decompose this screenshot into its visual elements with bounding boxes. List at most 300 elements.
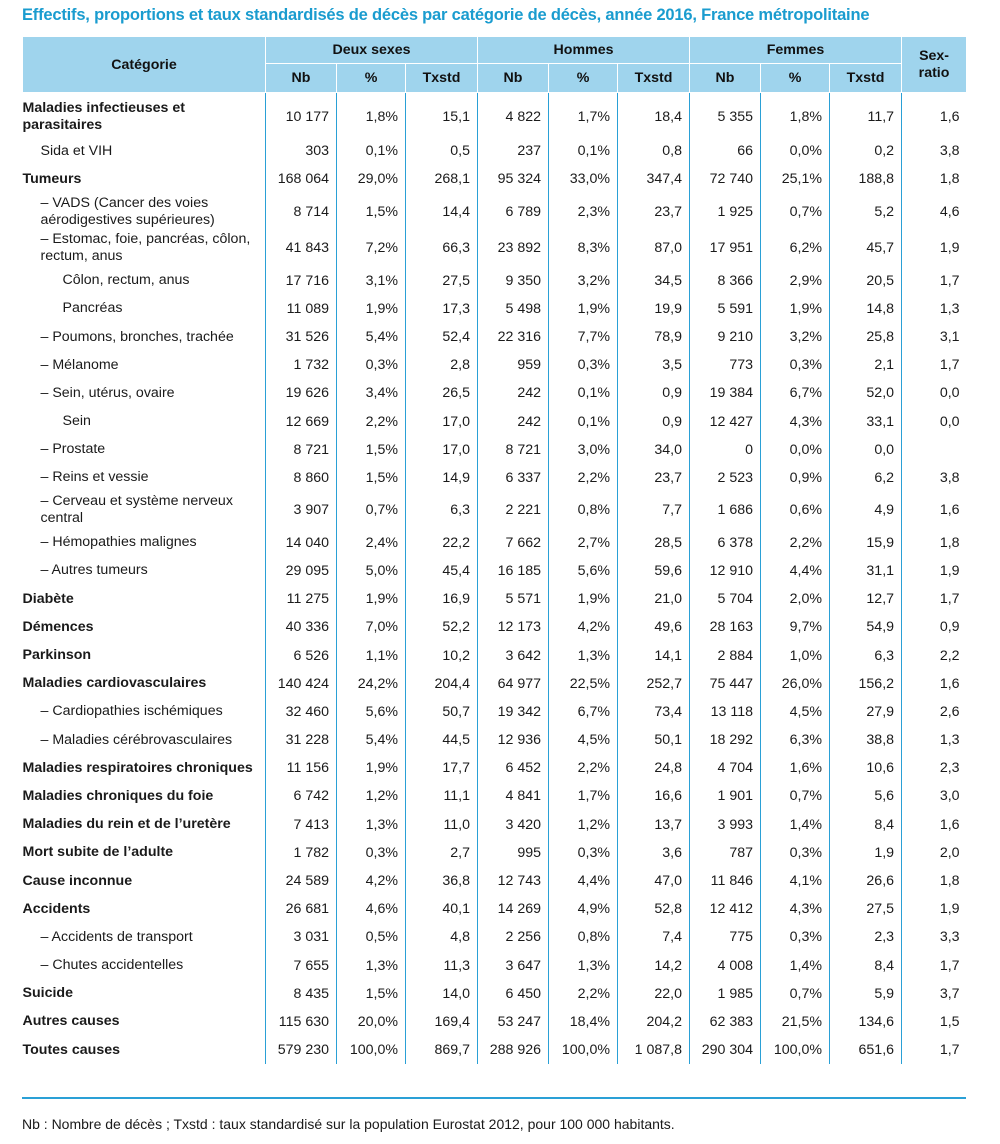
row-category-cell	[23, 585, 266, 613]
cell-both-txstd: 4,8	[406, 923, 478, 951]
header-txstd: Txstd	[406, 64, 478, 93]
cell-both-pct: 2,4%	[337, 529, 406, 557]
table-row	[23, 295, 967, 323]
cell-both-txstd: 17,3	[406, 295, 478, 323]
table-row	[23, 351, 967, 379]
cell-men-nb: 995	[478, 839, 549, 867]
row-category-cell	[23, 1036, 266, 1064]
cell-women-pct: 0,7%	[761, 782, 830, 810]
cell-both-pct: 1,3%	[337, 811, 406, 839]
cell-both-nb: 115 630	[266, 1008, 337, 1036]
row-category-cell	[23, 923, 266, 951]
cell-women-pct: 0,0%	[761, 137, 830, 165]
cell-women-nb: 5 591	[690, 295, 761, 323]
cell-sex-ratio: 2,3	[902, 754, 967, 782]
cell-women-pct: 2,9%	[761, 267, 830, 295]
cell-women-nb: 62 383	[690, 1008, 761, 1036]
cell-both-nb: 579 230	[266, 1036, 337, 1064]
header-pct: %	[761, 64, 830, 93]
cell-both-pct: 5,4%	[337, 726, 406, 754]
table-row	[23, 379, 967, 407]
header-sex-ratio: Sex-ratio	[902, 37, 967, 93]
cell-women-nb: 9 210	[690, 323, 761, 351]
cell-women-pct: 2,0%	[761, 585, 830, 613]
row-category-label: Parkinson	[22, 647, 92, 663]
cell-sex-ratio: 2,0	[902, 839, 967, 867]
cell-men-pct: 0,8%	[549, 492, 618, 529]
cell-both-txstd: 869,7	[406, 1036, 478, 1064]
cell-both-nb: 303	[266, 137, 337, 165]
cell-both-pct: 7,2%	[337, 230, 406, 267]
cell-men-nb: 8 721	[478, 436, 549, 464]
cell-men-pct: 33,0%	[549, 165, 618, 193]
cell-sex-ratio: 1,9	[902, 557, 967, 585]
cell-women-nb: 2 884	[690, 641, 761, 669]
row-category-label: – Hémopathies malignes	[40, 534, 197, 551]
row-category-label: – Sein, utérus, ovaire	[40, 384, 175, 401]
cell-men-txstd: 73,4	[618, 698, 690, 726]
cell-men-pct: 100,0%	[549, 1036, 618, 1064]
cell-both-pct: 1,5%	[337, 436, 406, 464]
row-category-cell	[23, 698, 266, 726]
cell-men-txstd: 13,7	[618, 811, 690, 839]
row-category-cell	[23, 839, 266, 867]
cell-men-nb: 2 221	[478, 492, 549, 529]
row-category-label: Sein	[62, 413, 91, 430]
cell-both-txstd: 10,2	[406, 641, 478, 669]
row-category-label: – Reins et vessie	[40, 469, 149, 486]
cell-both-nb: 1 732	[266, 351, 337, 379]
cell-men-txstd: 50,1	[618, 726, 690, 754]
cell-both-nb: 11 089	[266, 295, 337, 323]
cell-men-nb: 959	[478, 351, 549, 379]
cell-men-nb: 2 256	[478, 923, 549, 951]
cell-both-nb: 14 040	[266, 529, 337, 557]
cell-both-nb: 6 742	[266, 782, 337, 810]
cell-sex-ratio: 1,8	[902, 867, 967, 895]
row-category-label: Maladies chroniques du foie	[22, 787, 214, 804]
cell-women-txstd: 27,9	[830, 698, 902, 726]
cell-both-pct: 20,0%	[337, 1008, 406, 1036]
cell-men-pct: 1,7%	[549, 93, 618, 138]
row-category-label: Cause inconnue	[22, 872, 133, 889]
cell-both-txstd: 66,3	[406, 230, 478, 267]
cell-sex-ratio: 1,6	[902, 492, 967, 529]
row-category-label: – Cerveau et système nerveux central	[40, 493, 233, 527]
row-category-cell	[23, 464, 266, 492]
cell-women-pct: 26,0%	[761, 670, 830, 698]
cell-both-txstd: 52,4	[406, 323, 478, 351]
cell-women-txstd: 156,2	[830, 670, 902, 698]
cell-men-nb: 5 571	[478, 585, 549, 613]
header-group-women: Femmes	[690, 37, 902, 64]
cell-sex-ratio: 3,1	[902, 323, 967, 351]
cell-sex-ratio: 1,3	[902, 295, 967, 323]
cell-women-pct: 21,5%	[761, 1008, 830, 1036]
header-category: Catégorie	[23, 37, 266, 93]
cell-women-pct: 6,2%	[761, 230, 830, 267]
row-category-label: Démences	[22, 618, 94, 635]
table-row	[23, 137, 967, 165]
cell-women-pct: 4,4%	[761, 557, 830, 585]
cell-women-txstd: 27,5	[830, 895, 902, 923]
cell-both-nb: 31 228	[266, 726, 337, 754]
row-category-cell	[23, 557, 266, 585]
cell-women-txstd: 45,7	[830, 230, 902, 267]
cell-women-txstd: 1,9	[830, 839, 902, 867]
cell-women-pct: 0,3%	[761, 923, 830, 951]
cell-women-pct: 0,0%	[761, 436, 830, 464]
cell-both-pct: 1,8%	[337, 93, 406, 138]
cell-men-nb: 14 269	[478, 895, 549, 923]
cell-men-pct: 1,3%	[549, 951, 618, 979]
cell-both-pct: 1,9%	[337, 754, 406, 782]
cell-both-nb: 1 782	[266, 839, 337, 867]
row-category-label: Pancréas	[62, 300, 123, 317]
cell-both-nb: 8 860	[266, 464, 337, 492]
cell-men-txstd: 3,6	[618, 839, 690, 867]
cell-both-txstd: 17,7	[406, 754, 478, 782]
row-category-cell	[23, 379, 266, 407]
cell-both-nb: 40 336	[266, 613, 337, 641]
cell-men-pct: 4,2%	[549, 613, 618, 641]
cell-men-pct: 1,7%	[549, 782, 618, 810]
row-category-label: – VADS (Cancer des voies aérodigestives supérieures)	[40, 194, 215, 228]
cell-men-txstd: 49,6	[618, 613, 690, 641]
cell-men-txstd: 34,0	[618, 436, 690, 464]
cell-men-nb: 19 342	[478, 698, 549, 726]
row-category-cell	[23, 529, 266, 557]
row-category-cell	[23, 436, 266, 464]
cell-women-pct: 0,7%	[761, 980, 830, 1008]
cell-women-nb: 1 925	[690, 193, 761, 230]
cell-both-nb: 7 413	[266, 811, 337, 839]
cell-men-txstd: 3,5	[618, 351, 690, 379]
row-category-label: Accidents	[22, 900, 91, 917]
cell-both-pct: 4,2%	[337, 867, 406, 895]
cell-sex-ratio: 1,3	[902, 726, 967, 754]
cell-men-nb: 242	[478, 379, 549, 407]
cell-women-nb: 3 993	[690, 811, 761, 839]
cell-both-txstd: 26,5	[406, 379, 478, 407]
table-row	[23, 193, 967, 230]
header-group-both: Deux sexes	[266, 37, 478, 64]
cell-men-txstd: 0,9	[618, 408, 690, 436]
row-category-cell	[23, 165, 266, 193]
header-nb: Nb	[266, 64, 337, 93]
cell-women-nb: 12 910	[690, 557, 761, 585]
cell-men-nb: 23 892	[478, 230, 549, 267]
table-title: Effectifs, proportions et taux standardisés de décès par catégorie de décès, année 2016, France métropolitaine	[22, 6, 870, 24]
cell-both-nb: 12 669	[266, 408, 337, 436]
cell-women-txstd: 31,1	[830, 557, 902, 585]
cell-both-txstd: 2,8	[406, 351, 478, 379]
cell-both-txstd: 17,0	[406, 436, 478, 464]
cell-women-nb: 72 740	[690, 165, 761, 193]
row-category-label: – Cardiopathies ischémiques	[40, 703, 223, 720]
cell-both-pct: 1,5%	[337, 980, 406, 1008]
cell-women-txstd: 8,4	[830, 811, 902, 839]
row-category-cell	[23, 782, 266, 810]
cell-both-nb: 41 843	[266, 230, 337, 267]
cell-women-txstd: 0,0	[830, 436, 902, 464]
cell-women-pct: 100,0%	[761, 1036, 830, 1064]
cell-both-pct: 24,2%	[337, 670, 406, 698]
cell-women-nb: 12 412	[690, 895, 761, 923]
cell-women-txstd: 188,8	[830, 165, 902, 193]
row-category-label: Maladies cardiovasculaires	[22, 675, 207, 692]
cell-both-nb: 11 275	[266, 585, 337, 613]
cell-men-pct: 1,3%	[549, 641, 618, 669]
cell-women-txstd: 2,3	[830, 923, 902, 951]
row-category-cell	[23, 613, 266, 641]
cell-women-nb: 18 292	[690, 726, 761, 754]
cell-women-txstd: 10,6	[830, 754, 902, 782]
cell-men-txstd: 252,7	[618, 670, 690, 698]
cell-women-nb: 1 686	[690, 492, 761, 529]
cell-sex-ratio: 0,9	[902, 613, 967, 641]
table-row	[23, 557, 967, 585]
row-category-label: Maladies infectieuses et parasitaires	[22, 100, 185, 133]
cell-women-nb: 17 951	[690, 230, 761, 267]
cell-men-pct: 4,9%	[549, 895, 618, 923]
cell-both-txstd: 11,0	[406, 811, 478, 839]
row-category-cell	[23, 295, 266, 323]
table-row	[23, 436, 967, 464]
cell-women-nb: 2 523	[690, 464, 761, 492]
cell-both-nb: 7 655	[266, 951, 337, 979]
cell-women-nb: 11 846	[690, 867, 761, 895]
cell-women-txstd: 5,6	[830, 782, 902, 810]
cell-men-txstd: 7,4	[618, 923, 690, 951]
cell-men-nb: 4 822	[478, 93, 549, 138]
cell-men-pct: 22,5%	[549, 670, 618, 698]
cell-both-txstd: 52,2	[406, 613, 478, 641]
cell-women-pct: 1,6%	[761, 754, 830, 782]
cell-men-pct: 2,7%	[549, 529, 618, 557]
table-row	[23, 951, 967, 979]
cell-men-pct: 3,0%	[549, 436, 618, 464]
cell-both-txstd: 204,4	[406, 670, 478, 698]
cell-both-txstd: 268,1	[406, 165, 478, 193]
row-category-label: – Prostate	[40, 441, 106, 458]
cell-both-txstd: 17,0	[406, 408, 478, 436]
row-category-cell	[23, 267, 266, 295]
row-category-cell	[23, 641, 266, 669]
table-row	[23, 895, 967, 923]
row-category-label: Toutes causes	[22, 1041, 121, 1058]
cell-men-txstd: 18,4	[618, 93, 690, 138]
cell-women-txstd: 0,2	[830, 137, 902, 165]
cell-men-nb: 22 316	[478, 323, 549, 351]
cell-both-pct: 5,4%	[337, 323, 406, 351]
table-row	[23, 670, 967, 698]
cell-men-nb: 6 450	[478, 980, 549, 1008]
cell-men-pct: 0,3%	[549, 839, 618, 867]
cell-men-nb: 16 185	[478, 557, 549, 585]
table-bottom-rule	[22, 1097, 966, 1099]
cell-women-nb: 8 366	[690, 267, 761, 295]
header-txstd: Txstd	[618, 64, 690, 93]
cell-women-nb: 775	[690, 923, 761, 951]
header-group-men: Hommes	[478, 37, 690, 64]
cell-both-txstd: 2,7	[406, 839, 478, 867]
row-category-label: – Estomac, foie, pancréas, côlon, rectum, anus	[40, 231, 251, 265]
cell-both-pct: 1,5%	[337, 193, 406, 230]
cell-women-pct: 0,9%	[761, 464, 830, 492]
footnote: Nb : Nombre de décès ; Txstd : taux standardisé sur la population Eurostat 2012, pour 100 000 habitants.	[22, 1116, 675, 1132]
table-body	[23, 93, 967, 1065]
cell-women-nb: 1 985	[690, 980, 761, 1008]
cell-sex-ratio: 2,2	[902, 641, 967, 669]
row-category-cell	[23, 895, 266, 923]
row-category-label: Maladies du rein et de l’uretère	[22, 816, 231, 833]
cell-women-pct: 0,6%	[761, 492, 830, 529]
row-category-cell	[23, 351, 266, 379]
row-category-label: – Mélanome	[40, 356, 119, 373]
table-row	[23, 408, 967, 436]
cell-women-nb: 6 378	[690, 529, 761, 557]
cell-men-nb: 5 498	[478, 295, 549, 323]
cell-both-txstd: 50,7	[406, 698, 478, 726]
cell-men-txstd: 16,6	[618, 782, 690, 810]
cell-men-pct: 0,1%	[549, 379, 618, 407]
row-category-cell	[23, 670, 266, 698]
cell-men-txstd: 78,9	[618, 323, 690, 351]
cell-sex-ratio: 3,8	[902, 464, 967, 492]
cell-men-txstd: 347,4	[618, 165, 690, 193]
cell-both-nb: 8 721	[266, 436, 337, 464]
cell-both-nb: 6 526	[266, 641, 337, 669]
cell-sex-ratio	[902, 436, 967, 464]
cell-men-pct: 0,8%	[549, 923, 618, 951]
cell-sex-ratio: 1,6	[902, 93, 967, 138]
cell-men-txstd: 23,7	[618, 193, 690, 230]
cell-women-txstd: 134,6	[830, 1008, 902, 1036]
cell-sex-ratio: 0,0	[902, 379, 967, 407]
cell-women-txstd: 12,7	[830, 585, 902, 613]
cell-men-txstd: 0,9	[618, 379, 690, 407]
cell-women-txstd: 8,4	[830, 951, 902, 979]
cell-both-txstd: 11,1	[406, 782, 478, 810]
cell-women-nb: 787	[690, 839, 761, 867]
cell-women-txstd: 5,2	[830, 193, 902, 230]
cell-both-txstd: 0,5	[406, 137, 478, 165]
cell-both-nb: 8 714	[266, 193, 337, 230]
cell-both-nb: 19 626	[266, 379, 337, 407]
cell-sex-ratio: 1,8	[902, 165, 967, 193]
table-row	[23, 726, 967, 754]
cell-both-txstd: 22,2	[406, 529, 478, 557]
cell-men-pct: 2,2%	[549, 464, 618, 492]
cell-sex-ratio: 3,0	[902, 782, 967, 810]
cell-sex-ratio: 3,3	[902, 923, 967, 951]
cell-sex-ratio: 0,0	[902, 408, 967, 436]
cell-sex-ratio: 3,7	[902, 980, 967, 1008]
header-pct: %	[337, 64, 406, 93]
cell-both-pct: 1,3%	[337, 951, 406, 979]
cell-women-nb: 19 384	[690, 379, 761, 407]
cell-men-txstd: 34,5	[618, 267, 690, 295]
cell-men-nb: 3 420	[478, 811, 549, 839]
cell-women-txstd: 33,1	[830, 408, 902, 436]
cell-both-nb: 8 435	[266, 980, 337, 1008]
cell-women-pct: 4,3%	[761, 895, 830, 923]
cell-men-txstd: 7,7	[618, 492, 690, 529]
cell-women-pct: 3,2%	[761, 323, 830, 351]
table-row	[23, 641, 967, 669]
cell-both-pct: 1,1%	[337, 641, 406, 669]
cell-women-pct: 6,7%	[761, 379, 830, 407]
row-category-cell	[23, 951, 266, 979]
cell-both-pct: 100,0%	[337, 1036, 406, 1064]
cell-both-pct: 4,6%	[337, 895, 406, 923]
cell-sex-ratio: 1,9	[902, 895, 967, 923]
row-category-cell	[23, 492, 266, 529]
cell-women-txstd: 651,6	[830, 1036, 902, 1064]
cell-both-txstd: 40,1	[406, 895, 478, 923]
row-category-cell	[23, 980, 266, 1008]
cell-sex-ratio: 1,8	[902, 529, 967, 557]
cell-sex-ratio: 2,6	[902, 698, 967, 726]
cell-sex-ratio: 1,5	[902, 1008, 967, 1036]
cell-both-pct: 3,1%	[337, 267, 406, 295]
cell-women-txstd: 25,8	[830, 323, 902, 351]
mortality-table	[22, 36, 967, 1064]
cell-men-nb: 6 789	[478, 193, 549, 230]
row-category-cell	[23, 193, 266, 230]
cell-men-nb: 288 926	[478, 1036, 549, 1064]
header-pct: %	[549, 64, 618, 93]
cell-men-nb: 7 662	[478, 529, 549, 557]
cell-sex-ratio: 1,6	[902, 811, 967, 839]
cell-men-nb: 12 743	[478, 867, 549, 895]
cell-men-pct: 2,3%	[549, 193, 618, 230]
cell-men-pct: 2,2%	[549, 754, 618, 782]
row-category-label: – Poumons, bronches, trachée	[40, 328, 234, 345]
cell-women-txstd: 2,1	[830, 351, 902, 379]
row-category-cell	[23, 811, 266, 839]
cell-men-pct: 0,3%	[549, 351, 618, 379]
cell-men-pct: 6,7%	[549, 698, 618, 726]
cell-both-nb: 10 177	[266, 93, 337, 138]
cell-men-nb: 53 247	[478, 1008, 549, 1036]
cell-women-nb: 5 355	[690, 93, 761, 138]
cell-men-txstd: 24,8	[618, 754, 690, 782]
cell-women-txstd: 6,2	[830, 464, 902, 492]
cell-women-txstd: 14,8	[830, 295, 902, 323]
cell-sex-ratio: 1,7	[902, 1036, 967, 1064]
cell-women-pct: 2,2%	[761, 529, 830, 557]
cell-both-nb: 3 031	[266, 923, 337, 951]
cell-men-txstd: 19,9	[618, 295, 690, 323]
cell-men-nb: 9 350	[478, 267, 549, 295]
header-nb: Nb	[690, 64, 761, 93]
cell-women-nb: 75 447	[690, 670, 761, 698]
cell-men-pct: 4,4%	[549, 867, 618, 895]
cell-women-pct: 0,3%	[761, 839, 830, 867]
cell-men-pct: 4,5%	[549, 726, 618, 754]
cell-men-pct: 8,3%	[549, 230, 618, 267]
cell-women-pct: 0,7%	[761, 193, 830, 230]
cell-men-txstd: 59,6	[618, 557, 690, 585]
cell-men-nb: 6 337	[478, 464, 549, 492]
cell-women-nb: 4 704	[690, 754, 761, 782]
cell-both-txstd: 27,5	[406, 267, 478, 295]
cell-men-nb: 12 173	[478, 613, 549, 641]
row-category-label: – Chutes accidentelles	[40, 957, 184, 974]
row-category-cell	[23, 323, 266, 351]
